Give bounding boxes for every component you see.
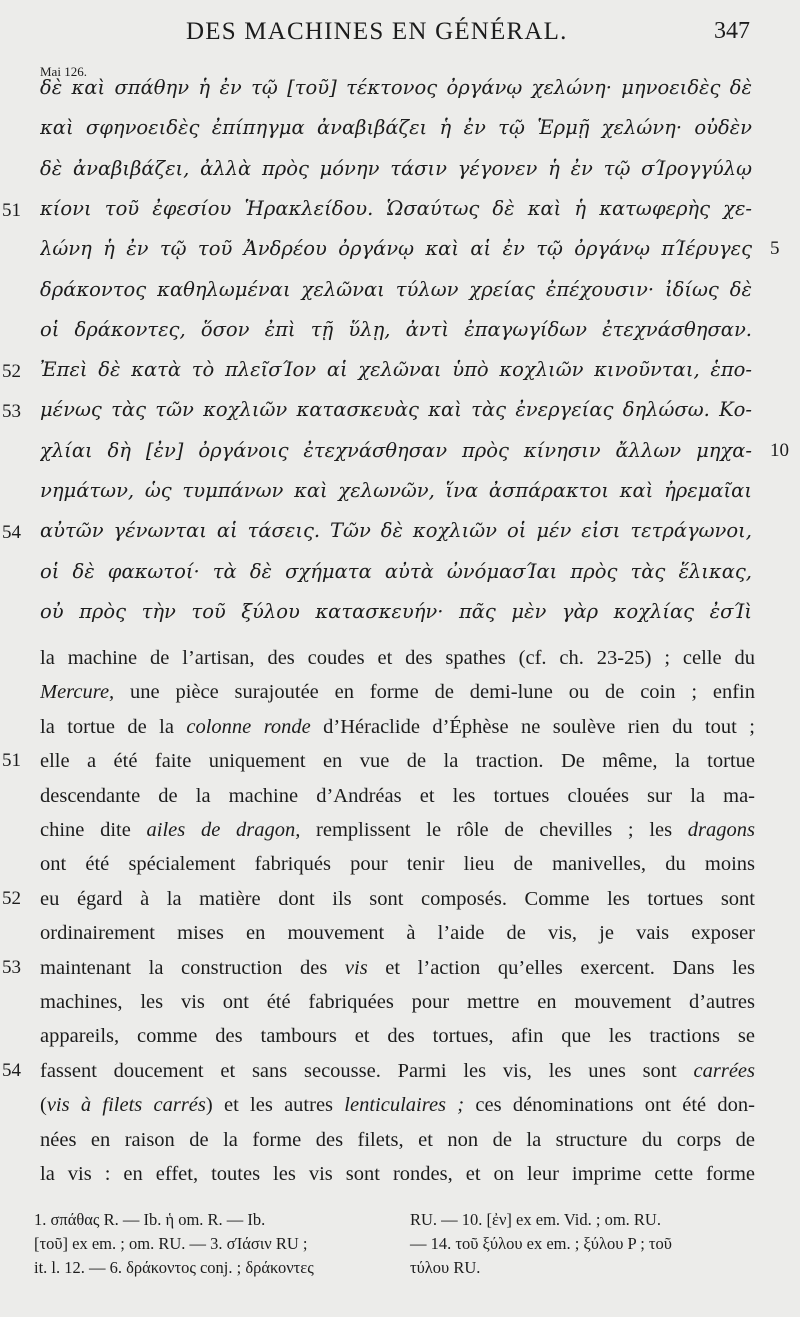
section-number: 54	[2, 1059, 21, 1081]
section-number: 53	[2, 401, 21, 423]
text-run: fassent doucement et sans secousse. Parmi les vis, les unes sont	[40, 1059, 694, 1082]
greek-line: δράκοντος καθηλωμέναι χελῶναι τύλων χρείας ἐπέχουσιν· ἰδίως δὲ	[40, 277, 752, 301]
italic-term: carrées	[693, 1059, 755, 1082]
greek-line: οὐ πρὸς τὴν τοῦ ξύλου κατασκευήν· πᾶς μὲν γὰρ κοχλίας ἐσΊὶ	[40, 599, 752, 623]
line-number: 5	[770, 238, 780, 260]
greek-line: κίονι τοῦ ἐφεσίου Ἡρακλείδου. Ὡσαύτως δὲ καὶ ἡ κατωφερὴς χε-	[40, 196, 752, 220]
text-run: une pièce surajoutée en forme de demi-lune ou de coin ; enfin	[114, 681, 755, 704]
italic-term: Mercure,	[40, 681, 115, 704]
italic-term: lenticulaires ;	[344, 1094, 465, 1117]
french-line	[40, 984, 755, 1020]
italic-term: dragons	[687, 819, 755, 841]
text-run: ont été spécialement fabriqués pour tenir lieu de manivelles, du moins	[40, 853, 755, 876]
greek-line: οἱ δράκοντες, ὅσον ἐπὶ τῇ ὕλῃ, ἀντὶ ἐπαγωγίδων ἐτεχνάσθησαν.	[40, 317, 752, 341]
greek-line: δὲ ἀναβιβάζει, ἀλλὰ πρὸς μόνην τάσιν γέγονεν ἡ ἐν τῷ σΊρογγύλῳ	[40, 156, 752, 180]
text-run: ces dénominations ont été don-	[464, 1094, 755, 1117]
italic-term: vis à filets carrés	[46, 1094, 206, 1117]
french-line	[40, 1087, 755, 1123]
french-line	[40, 1122, 755, 1158]
footnote-line: RU. — 10. [ἐν] ex em. Vid. ; om. RU.	[410, 1210, 661, 1229]
french-line	[40, 846, 755, 882]
running-head: DES MACHINES EN GÉNÉRAL.	[186, 18, 568, 45]
french-line	[40, 709, 755, 745]
footnote-line: it. l. 12. — 6. δράκοντος conj. ; δράκοντες	[34, 1258, 314, 1277]
manuscript-source-note: Mai 126.	[40, 64, 87, 79]
text-run: la tortue de la	[40, 715, 187, 738]
greek-line: μένως τὰς τῶν κοχλιῶν κατασκευὰς καὶ τὰς ἐνεργείας δηλώσω. Κο-	[40, 398, 752, 422]
text-run: nées en raison de la forme des filets, et non de la structure du corps de	[40, 1128, 755, 1151]
text-run: la vis : en effet, toutes les vis sont rondes, et on leur imprime cette forme	[40, 1163, 755, 1185]
text-run: chine dite	[40, 819, 147, 841]
french-line	[40, 1018, 755, 1054]
footnote-line: — 14. τοῦ ξύλου ex em. ; ξύλου P ; τοῦ	[410, 1234, 672, 1253]
text-run: maintenant la construction des	[40, 956, 345, 979]
french-line	[40, 915, 755, 951]
text-run: (	[40, 1094, 47, 1117]
italic-term: vis	[344, 956, 368, 979]
section-number: 51	[2, 750, 21, 772]
french-line	[40, 674, 755, 710]
text-run: ordinairement mises en mouvement à l’aide de vis, je vais exposer	[40, 922, 755, 945]
greek-line: καὶ σφηνοειδὲς ἐπίπηγμα ἀναβιβάζει ἡ ἐν τῷ Ἑρμῇ χελώνη· οὐδὲν	[40, 116, 752, 140]
section-number: 54	[2, 522, 21, 544]
french-line	[40, 812, 755, 848]
text-run: eu égard à la matière dont ils sont composés. Comme les tortues sont	[40, 887, 755, 910]
text-run: et l’action qu’elles exercent. Dans les	[367, 956, 755, 979]
french-line	[40, 778, 755, 814]
text-run: la machine de l’artisan, des coudes et des spathes (cf. ch. 23-25) ; celle du	[40, 647, 755, 669]
french-line	[40, 881, 755, 917]
greek-line: αὐτῶν γένωνται αἱ τάσεις. Τῶν δὲ κοχλιῶν οἱ μέν εἰσι τετράγωνοι,	[40, 519, 752, 543]
italic-term: colonne ronde	[186, 715, 311, 738]
french-line	[40, 640, 755, 676]
text-run: appareils, comme des tambours et des tortues, afin que les tractions se	[40, 1025, 755, 1048]
section-number: 52	[2, 887, 21, 909]
page-header	[0, 18, 800, 52]
italic-term: ailes de dragon,	[146, 819, 301, 841]
text-run: descendante de la machine d’Andréas et les tortues clouées sur la ma-	[40, 784, 755, 807]
french-line	[40, 1053, 755, 1089]
greek-line: οἱ δὲ φακωτοί· τὰ δὲ σχήματα αὐτὰ ὠνόμασΊαι πρὸς τὰς ἕλικας,	[40, 559, 752, 583]
footnote-line: τύλου RU.	[410, 1258, 481, 1277]
greek-line: δὲ καὶ σπάθην ἡ ἐν τῷ [τοῦ] τέκτονος ὀργάνῳ χελώνη· μηνοειδὲς δὲ	[40, 76, 752, 99]
text-run: d’Héraclide d’Éphèse ne soulève rien du tout ;	[310, 715, 755, 738]
footnote-line: 1. σπάθας R. — Ib. ἡ om. R. — Ib.	[34, 1210, 266, 1229]
text-run: ) et les autres	[205, 1094, 345, 1117]
french-line	[40, 950, 755, 986]
french-line	[40, 1156, 755, 1192]
text-run: remplissent le rôle de chevilles ; les	[300, 819, 688, 841]
french-line	[40, 743, 755, 779]
footnote-line: [τοῦ] ex em. ; om. RU. — 3. σΊάσιν RU ;	[34, 1234, 308, 1253]
greek-line: νημάτων, ὡς τυμπάνων καὶ χελωνῶν, ἵνα ἀσπάρακτοι καὶ ἠρεμαῖαι	[40, 479, 752, 502]
line-number: 10	[770, 439, 789, 461]
text-run: machines, les vis ont été fabriquées pour mettre en mouvement d’autres	[40, 991, 755, 1013]
greek-line: χλίαι δὴ [ἐν] ὀργάνοις ἐτεχνάσθησαν πρὸς κίνησιν ἄλλων μηχα-	[40, 438, 752, 462]
greek-line: Ἐπεὶ δὲ κατὰ τὸ πλεῖσΊον αἱ χελῶναι ὑπὸ κοχλιῶν κινοῦνται, ἑπο-	[40, 358, 752, 382]
text-run: elle a été faite uniquement en vue de la traction. De même, la tortue	[40, 750, 755, 773]
greek-line: λώνη ἡ ἐν τῷ τοῦ Ἀνδρέου ὀργάνῳ καὶ αἱ ἐν τῷ ὀργάνῳ πΊέρυγες	[40, 237, 752, 261]
section-number: 52	[2, 361, 21, 383]
section-number: 51	[2, 199, 21, 221]
section-number: 53	[2, 956, 21, 978]
page-number: 347	[714, 18, 750, 44]
